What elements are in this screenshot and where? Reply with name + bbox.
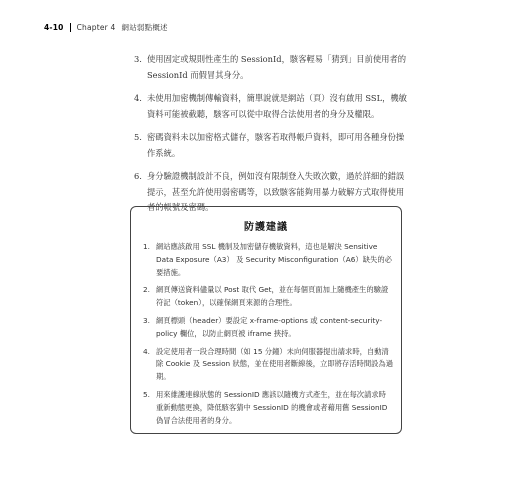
advice-title: 防護建議 bbox=[244, 222, 288, 233]
list-item bbox=[134, 130, 410, 161]
advice-item bbox=[143, 389, 393, 427]
item-text: 使用固定或規則性產生的 SessionId，駭客輕易「猜到」目前使用者的 SessionId 而假冒其身分。 bbox=[147, 54, 407, 80]
header-divider bbox=[70, 23, 71, 32]
list-item bbox=[134, 91, 410, 122]
advice-number: 4. bbox=[143, 346, 150, 356]
chapter-label: Chapter 4 bbox=[76, 23, 116, 32]
advice-text: 網站應該啟用 SSL 機制及加密儲存機敏資料，這也是解決 Sensitive Data Exposure（A3） 及 Security Misconfiguration（A6）缺失的必要措施。 bbox=[156, 242, 392, 277]
item-text: 未使用加密機制傳輸資料，簡單說就是網站（頁）沒有啟用 SSL，機敏資料可能被截聽，駭客可以從中取得合法使用者的身分及權限。 bbox=[147, 93, 407, 119]
vulnerability-list bbox=[134, 52, 410, 224]
advice-number: 1. bbox=[143, 242, 150, 251]
advice-text: 用來維護連線狀態的 SessionID 應該以隨機方式產生，並在每次請求時重新動態更換，降低駭客猜中 SessionID 的機會或者藉用舊 SessionID 偽冒合法使用者的身分。 bbox=[156, 389, 388, 425]
list-item bbox=[134, 52, 410, 83]
item-number: 4. bbox=[134, 93, 142, 103]
item-number: 3. bbox=[134, 54, 142, 64]
advice-text: 網頁標頭（header）要設定 x-frame-options 或 content-security-policy 欄位，以防止網頁被 iframe 挾持。 bbox=[156, 315, 383, 338]
advice-number: 5. bbox=[143, 389, 150, 399]
advice-item bbox=[143, 241, 393, 279]
item-number: 6. bbox=[134, 171, 142, 181]
advice-number: 3. bbox=[143, 315, 150, 325]
advice-item bbox=[143, 346, 393, 384]
advice-number: 2. bbox=[143, 285, 150, 295]
advice-item bbox=[143, 284, 393, 310]
advice-list bbox=[131, 241, 393, 427]
advice-item bbox=[143, 315, 393, 341]
advice-text: 網頁傳送資料儘量以 Post 取代 Get，並在每個頁面加上隨機產生的驗證符記（token），以確保網頁來源的合理性。 bbox=[156, 285, 389, 308]
page-number: 4-10 bbox=[44, 23, 64, 32]
advice-text: 設定使用者一段合理時間（如 15 分鐘）未向伺服器提出請求時，自動清除 Cookie 及 Session 狀態，並在使用者斷線後，立即將存活時間設為過期。 bbox=[156, 346, 394, 382]
item-text: 密碼資料未以加密格式儲存，駭客若取得帳戶資料，即可用各種身份操作系統。 bbox=[147, 132, 405, 158]
chapter-title: 網站弱點概述 bbox=[121, 23, 168, 32]
item-number: 5. bbox=[134, 132, 142, 142]
protection-advice-box bbox=[130, 206, 402, 434]
item-text: 身分驗證機制設計不良，例如沒有限制登入失敗次數，過於詳細的錯誤提示，甚至允許使用弱密碼等，以致駭客能夠用暴力破解方式取得使用者的帳號及密碼。 bbox=[147, 171, 405, 212]
page-header bbox=[44, 22, 168, 33]
